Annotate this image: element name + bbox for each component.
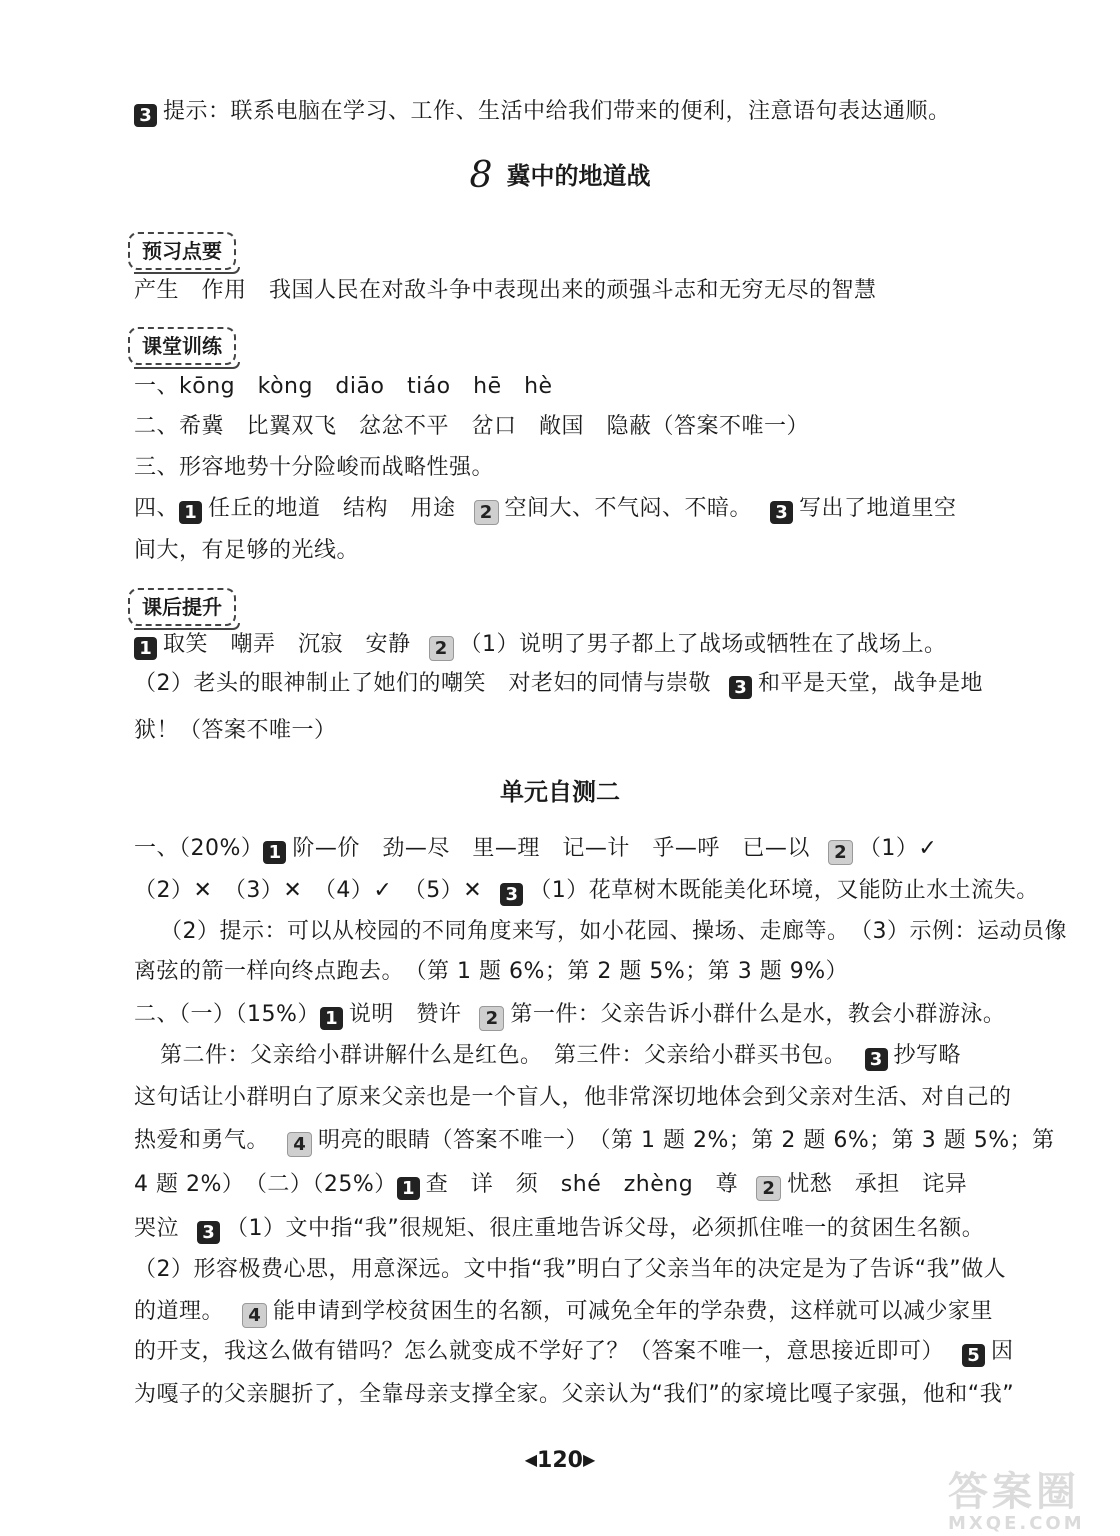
number-badge: 2	[474, 500, 499, 525]
answer-text: 4 题 2%） （二）（25%）	[134, 1172, 397, 1197]
unit-line-13	[134, 1337, 1014, 1367]
class-line-4	[134, 494, 957, 525]
answer-text: 说明 赞许	[348, 1002, 462, 1027]
section-tag-after: 课后提升	[128, 588, 236, 626]
answer-text: 明亮的眼睛（答案不唯一） （第 1 题 2%；第 2 题 6%；第 3 题 5%；第	[318, 1128, 1055, 1153]
unit-line-3: （2）提示：可以从校园的不同角度来写，如小花园、操场、走廊等。 （3）示例：运动员像	[160, 919, 1067, 944]
unit-line-4: 离弦的箭一样向终点跑去。 （第 1 题 6%；第 2 题 5%；第 3 题 9%）	[134, 959, 849, 984]
answer-text: 查 详 须 shé zhèng 尊	[425, 1172, 739, 1197]
number-badge: 3	[729, 676, 752, 699]
number-badge: 2	[429, 636, 454, 661]
right-arrow-icon: ▶	[582, 1450, 596, 1469]
item-label: 四、	[134, 496, 180, 521]
answer-text: 因	[991, 1339, 1014, 1364]
answer-text: 哭泣	[134, 1216, 180, 1241]
number-badge: 4	[287, 1132, 312, 1157]
answer-text: （2）老头的眼神制止了她们的嘲笑 对老妇的同情与崇敬	[134, 671, 711, 696]
page-number-text: 120	[537, 1448, 583, 1473]
answer-text: 取笑 嘲弄 沉寂 安静	[163, 632, 411, 657]
answer-text: 热爱和勇气。	[134, 1128, 270, 1153]
preview-answer: 产生 作用 我国人民在对敌斗争中表现出来的顽强斗志和无穷无尽的智慧	[134, 278, 877, 303]
number-badge: 1	[134, 637, 157, 660]
number-badge: 3	[770, 501, 793, 524]
answer-text: （1）文中指“我”很规矩、很庄重地告诉父母，必须抓住唯一的贫困生名额。	[226, 1216, 985, 1241]
after-line-1	[134, 630, 947, 661]
lesson-number: 8	[469, 155, 493, 196]
answer-text: （1）✓	[858, 836, 938, 861]
number-badge: 2	[756, 1176, 781, 1201]
number-badge: 3	[500, 883, 523, 906]
number-badge: 1	[397, 1177, 420, 1200]
class-line-2: 二、希冀 比翼双飞 忿忿不平 岔口 敞国 隐蔽（答案不唯一）	[134, 414, 810, 439]
unit-line-8	[134, 1126, 1055, 1157]
answer-text: 第一件：父亲告诉小群什么是水，教会小群游泳。	[510, 1002, 1006, 1027]
section-tag-class: 课堂训练	[128, 327, 236, 365]
unit-line-1	[134, 834, 937, 865]
answer-text: 写出了地道里空	[799, 496, 957, 521]
unit-line-12	[134, 1297, 993, 1328]
unit-line-14: 为嘎子的父亲腿折了，全靠母亲支撑全家。父亲认为“我们”的家境比嘎子家强，他和“我”	[134, 1382, 1015, 1407]
watermark-url: MXQE.COM	[948, 1513, 1085, 1534]
number-badge: 2	[828, 840, 853, 865]
unit-line-7: 这句话让小群明白了原来父亲也是一个盲人，他非常深切地体会到父亲对生活、对自己的	[134, 1085, 1012, 1110]
unit-test-title: 单元自测二	[500, 778, 620, 806]
unit-line-11: （2）形容极费心思，用意深远。文中指“我”明白了父亲当年的决定是为了告诉“我”做人	[134, 1257, 1007, 1282]
lesson-title	[0, 155, 1120, 196]
item-label: 一、（20%）	[134, 836, 264, 861]
unit-line-2	[134, 876, 1039, 906]
class-line-5: 间大，有足够的光线。	[134, 538, 360, 563]
watermark-text: 答案圈	[948, 1469, 1080, 1515]
unit-line-5	[134, 1000, 1005, 1031]
unit-line-9	[134, 1170, 967, 1201]
answer-text: （1）说明了男子都上了战场或牺牲在了战场上。	[459, 632, 947, 657]
after-line-2	[134, 669, 983, 699]
class-line-1: 一、kōng kòng diāo tiáo hē hè	[134, 374, 553, 399]
answer-text: 第二件：父亲给小群讲解什么是红色。 第三件：父亲给小群买书包。	[160, 1043, 847, 1068]
hint-text: 提示：联系电脑在学习、工作、生活中给我们带来的便利，注意语句表达通顺。	[163, 99, 951, 124]
number-badge: 3	[865, 1048, 888, 1071]
number-badge: 3	[134, 104, 157, 127]
answer-text: 的开支，我这么做有错吗？怎么就变成不学好了？（答案不唯一，意思接近即可）	[134, 1339, 945, 1364]
left-arrow-icon: ◀	[524, 1450, 538, 1469]
top-hint-line	[134, 97, 951, 127]
number-badge: 3	[197, 1221, 220, 1244]
class-line-3: 三、形容地势十分险峻而战略性强。	[134, 455, 495, 480]
section-tag-preview: 预习点要	[128, 232, 236, 270]
answer-text: 能申请到学校贫困生的名额，可减免全年的学杂费，这样就可以减少家里	[273, 1299, 994, 1324]
number-badge: 2	[479, 1006, 504, 1031]
number-badge: 4	[242, 1303, 267, 1328]
watermark-logo	[948, 1470, 1118, 1536]
after-line-3: 狱！（答案不唯一）	[134, 718, 337, 743]
answer-text: 任丘的地道 结构 用途	[208, 496, 456, 521]
answer-text: 忧愁 承担 诧异	[787, 1172, 968, 1197]
unit-line-10	[134, 1214, 984, 1244]
answer-text: 空间大、不气闷、不暗。	[504, 496, 753, 521]
number-badge: 1	[320, 1007, 343, 1030]
answer-text: （1）花草树木既能美化环境，又能防止水土流失。	[529, 878, 1039, 903]
answer-text: 抄写略	[893, 1043, 962, 1068]
answer-text: 的道理。	[134, 1299, 225, 1324]
answer-text: 阶—价 劲—尽 里—理 记—计 乎—呼 已—以	[292, 836, 810, 861]
item-label: 二、（一）（15%）	[134, 1002, 320, 1027]
number-badge: 1	[263, 841, 286, 864]
unit-line-6	[160, 1041, 961, 1071]
answer-text: （2）✕ （3）✕ （4）✓ （5）✕	[134, 878, 483, 903]
number-badge: 5	[962, 1344, 985, 1367]
lesson-name: 冀中的地道战	[506, 162, 651, 190]
number-badge: 1	[179, 501, 202, 524]
answer-text: 和平是天堂，战争是地	[758, 671, 984, 696]
